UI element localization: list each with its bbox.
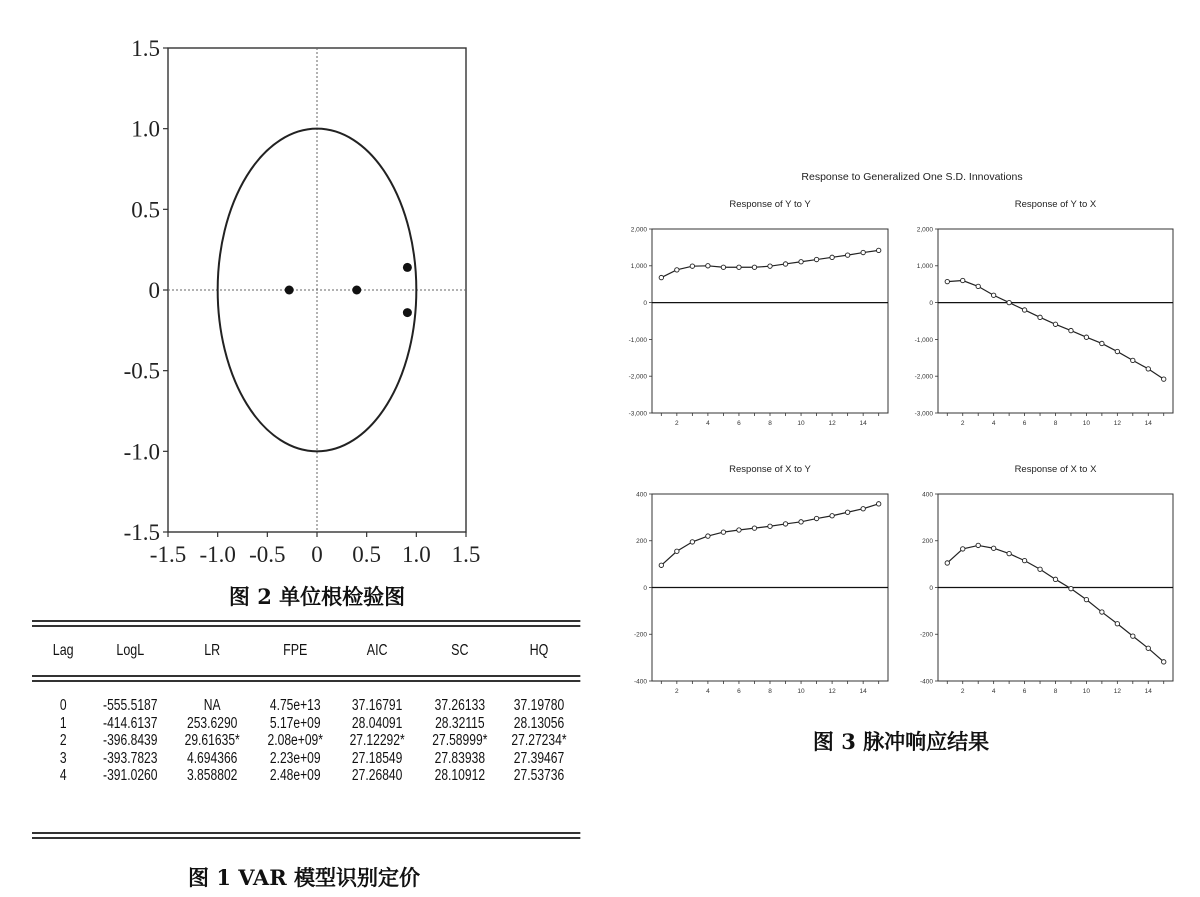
response-point (1100, 610, 1104, 614)
response-point (799, 520, 803, 524)
column-header-logl: LogL (116, 642, 145, 659)
table-row (32, 732, 580, 750)
figure-3-caption: 图 3 脉冲响应结果 (812, 729, 990, 754)
root-point (403, 308, 412, 317)
table-cell: 4.75e+13 (269, 697, 321, 714)
x-tick-label: 12 (828, 688, 836, 695)
x-tick-label: -1.0 (199, 542, 236, 567)
response-point (737, 528, 741, 532)
response-point (783, 522, 787, 526)
response-point (876, 502, 880, 506)
response-point (1146, 367, 1150, 371)
y-tick-label: 0.5 (131, 197, 160, 223)
y-tick-label: -200 (633, 631, 647, 639)
x-tick-label: 4 (991, 688, 996, 695)
table-cell: -393.7823 (103, 749, 158, 767)
panel-title: Response of Y to X (1014, 199, 1097, 210)
table-cell: 28.32115 (435, 714, 485, 732)
table-cell: -414.6137 (103, 714, 158, 732)
response-point (675, 268, 679, 272)
panel-title: Response of Y to Y (729, 199, 811, 210)
response-point (1038, 567, 1042, 571)
response-point (659, 275, 663, 279)
table-cell: 28.10912 (434, 767, 486, 785)
table-row (32, 767, 580, 785)
y-tick-label: 1.0 (131, 116, 160, 142)
response-point (768, 524, 772, 528)
x-tick-label: 8 (768, 688, 772, 695)
response-point (945, 561, 949, 565)
x-tick-label: 2 (675, 420, 679, 427)
response-point (1069, 586, 1073, 590)
panel-frame (938, 229, 1173, 413)
response-point (814, 516, 818, 520)
y-tick-label: -3,000 (914, 410, 933, 418)
table-cell: 27.83938 (434, 749, 486, 767)
x-tick-label: 6 (1022, 420, 1027, 427)
table-header-rule (32, 675, 580, 682)
table-body (32, 682, 580, 832)
x-tick-label: 12 (1113, 420, 1121, 427)
response-point (1084, 597, 1088, 601)
table-cell: 27.58999* (432, 732, 488, 750)
table-cell: -555.5187 (103, 697, 158, 714)
x-tick-label: 14 (1144, 420, 1152, 427)
response-point (830, 255, 834, 259)
y-tick-label: -1.5 (123, 520, 160, 545)
table-cell: 29.61635* (184, 732, 240, 750)
x-tick-label: -0.5 (249, 542, 286, 567)
response-line (947, 545, 1163, 661)
response-point (961, 547, 965, 551)
response-point (861, 507, 865, 511)
x-tick-label: 8 (1053, 420, 1058, 427)
figure-2-caption: 图 2 单位根检验图 (228, 584, 406, 609)
response-point (799, 260, 803, 264)
response-line (947, 281, 1163, 380)
table-header (32, 627, 580, 675)
var-lag-table (32, 620, 580, 839)
unit-root-plot (124, 36, 481, 567)
x-tick-label: 2 (960, 420, 965, 427)
panel-title: Response of X to Y (729, 464, 811, 475)
table-cell: 27.39467 (513, 749, 565, 767)
response-point (752, 265, 756, 269)
x-tick-label: 4 (706, 420, 710, 427)
response-point (1007, 551, 1011, 555)
response-point (961, 278, 965, 282)
x-tick-label: 14 (1144, 688, 1152, 695)
x-tick-label: 14 (859, 420, 867, 427)
y-tick-label: -1,000 (628, 336, 647, 344)
response-point (783, 262, 787, 266)
root-point (285, 286, 294, 295)
y-tick-label: 400 (636, 491, 647, 499)
y-tick-label: 0 (148, 278, 160, 303)
x-tick-label: -1.5 (149, 542, 187, 567)
y-tick-label: -3,000 (628, 410, 647, 418)
response-point (991, 293, 995, 297)
table-cell: 2.48e+09 (269, 767, 321, 785)
response-point (1007, 300, 1011, 304)
x-tick-label: 12 (1113, 688, 1121, 695)
table-cell: 4.694366 (186, 749, 238, 767)
y-tick-label: 0 (929, 300, 933, 307)
x-tick-label: 2 (675, 688, 679, 695)
response-point (1038, 315, 1042, 319)
table-cell: 3.858802 (186, 767, 238, 785)
irf-panel (634, 464, 888, 695)
x-tick-label: 8 (1053, 688, 1058, 695)
response-point (1115, 622, 1119, 626)
y-tick-label: -2,000 (628, 373, 647, 381)
x-tick-label: 10 (1082, 688, 1091, 695)
table-cell: 4 (59, 767, 67, 785)
y-tick-label: 0 (643, 300, 647, 307)
response-point (845, 253, 849, 257)
table-cell: 27.18549 (351, 749, 403, 767)
y-tick-label: -400 (633, 678, 647, 686)
y-tick-label: 0 (643, 584, 647, 592)
response-point (737, 265, 741, 269)
table-row (32, 750, 580, 768)
y-tick-label: 0 (929, 584, 933, 592)
y-tick-label: 200 (636, 538, 647, 546)
response-point (1022, 558, 1026, 562)
x-tick-label: 2 (960, 688, 965, 695)
response-point (690, 540, 694, 544)
response-point (659, 563, 663, 567)
response-point (876, 248, 880, 252)
y-tick-label: -400 (919, 678, 933, 686)
column-header-lag: Lag (52, 642, 74, 659)
response-point (976, 284, 980, 288)
y-tick-label: -200 (919, 631, 933, 639)
table-top-rule (32, 620, 580, 627)
response-point (675, 549, 679, 553)
response-point (1022, 308, 1026, 312)
response-point (768, 264, 772, 268)
y-tick-label: 2,000 (630, 226, 647, 234)
response-point (1131, 634, 1135, 638)
table-cell: 2.08e+09* (267, 732, 323, 750)
y-tick-label: 1,000 (916, 263, 933, 271)
response-point (1162, 377, 1166, 381)
table-cell: 37.16791 (351, 697, 403, 714)
x-tick-label: 0 (311, 542, 323, 567)
table-bottom-rule (32, 832, 580, 839)
table-cell: 27.26840 (351, 767, 403, 785)
response-point (1069, 328, 1073, 332)
response-point (690, 264, 694, 268)
column-header-lr: LR (204, 642, 221, 659)
x-tick-label: 0.5 (352, 542, 382, 567)
table-cell: 253.6290 (186, 714, 238, 732)
response-point (861, 250, 865, 254)
column-header-fpe: FPE (283, 642, 308, 659)
table-row (32, 715, 580, 733)
response-point (706, 264, 710, 268)
column-header-aic: AIC (366, 642, 388, 659)
response-point (945, 279, 949, 283)
table-cell: 3 (59, 749, 67, 767)
x-tick-label: 8 (768, 420, 772, 427)
irf-figure-title: Response to Generalized One S.D. Innovations (801, 171, 1023, 183)
table-cell: 2 (59, 732, 67, 750)
table-cell: 27.27234* (511, 732, 567, 750)
figure-1-caption: 图 1 VAR 模型识别定价 (188, 865, 420, 890)
irf-panel (629, 199, 888, 427)
response-point (1100, 341, 1104, 345)
x-tick-label: 12 (828, 420, 836, 427)
column-header-hq: HQ (529, 642, 549, 659)
panel-title: Response of X to X (1014, 464, 1097, 475)
response-point (1084, 335, 1088, 339)
response-point (752, 526, 756, 530)
response-point (721, 265, 725, 269)
response-point (1146, 646, 1150, 650)
y-tick-label: 400 (922, 491, 933, 499)
y-tick-label: -0.5 (123, 358, 160, 384)
x-tick-label: 10 (1082, 420, 1091, 427)
x-tick-label: 6 (1022, 688, 1027, 695)
response-point (721, 530, 725, 534)
y-tick-label: 200 (922, 538, 933, 546)
table-cell: 27.12292* (349, 732, 405, 750)
column-header-sc: SC (451, 642, 469, 659)
y-tick-label: 1,000 (630, 263, 647, 271)
response-point (845, 510, 849, 514)
table-cell: 37.19780 (513, 697, 565, 714)
y-tick-label: -1,000 (914, 336, 933, 344)
y-tick-label: 2,000 (916, 226, 933, 234)
table-cell: NA (203, 697, 221, 714)
response-point (1053, 577, 1057, 581)
table-cell: -391.0260 (103, 767, 158, 785)
table-cell: 27.53736 (513, 767, 565, 785)
table-cell: 2.23e+09 (269, 749, 321, 767)
panel-frame (652, 229, 888, 413)
response-point (1053, 322, 1057, 326)
root-point (352, 286, 361, 295)
irf-panel (915, 199, 1173, 427)
table-cell: 37.26133 (434, 697, 486, 714)
x-tick-label: 4 (706, 688, 710, 695)
y-tick-label: -2,000 (914, 373, 933, 381)
x-tick-label: 1.5 (451, 542, 481, 567)
x-tick-label: 4 (991, 420, 996, 427)
table-cell: 0 (59, 697, 67, 714)
x-tick-label: 14 (859, 688, 867, 695)
impulse-response-figure (629, 171, 1173, 695)
table-cell: 28.13056 (513, 714, 565, 732)
response-point (830, 514, 834, 518)
response-point (1162, 660, 1166, 664)
x-tick-label: 1.0 (401, 542, 431, 567)
table-row (32, 697, 580, 715)
x-tick-label: 6 (737, 420, 741, 427)
table-cell: 28.04091 (351, 714, 403, 732)
response-point (814, 257, 818, 261)
response-point (706, 534, 710, 538)
y-tick-label: 1.5 (131, 36, 160, 61)
irf-panel (920, 464, 1173, 695)
x-tick-label: 10 (797, 688, 805, 695)
root-point (403, 263, 412, 272)
x-tick-label: 6 (737, 688, 741, 695)
y-tick-label: -1.0 (123, 439, 160, 465)
table-cell: 1 (59, 714, 67, 732)
table-cell: -396.8439 (103, 732, 158, 750)
response-point (991, 546, 995, 550)
table-cell: 5.17e+09 (269, 714, 321, 732)
response-point (1115, 349, 1119, 353)
response-point (1131, 358, 1135, 362)
x-tick-label: 10 (797, 420, 805, 427)
response-point (976, 543, 980, 547)
